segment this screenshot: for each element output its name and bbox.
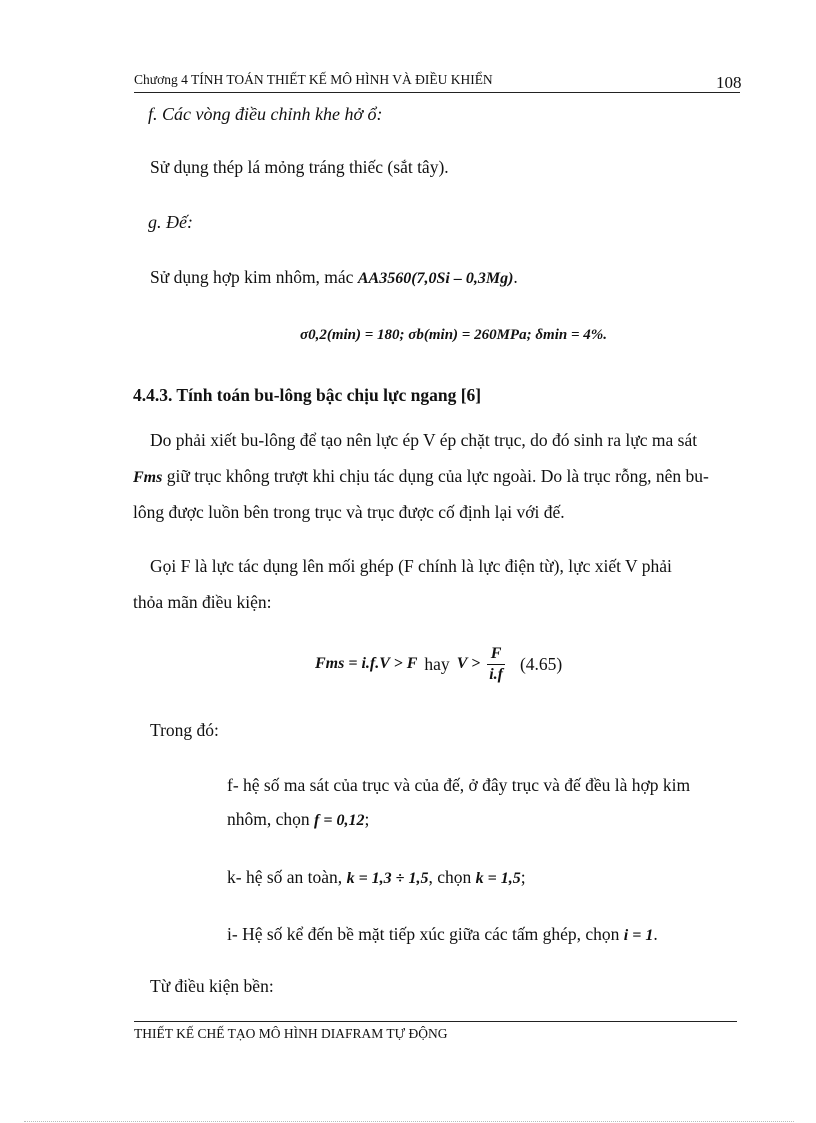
paragraph-1-line-1: Do phải xiết bu-lông để tạo nên lực ép V ép chặt trục, do đó sinh ra lực ma sát <box>150 430 698 450</box>
subsection-f-text: Sử dụng thép lá mỏng tráng thiếc (sắt tây). <box>150 157 449 177</box>
equation-or: hay <box>424 653 450 674</box>
item-f-line-1: f- hệ số ma sát của trục và của đế, ở đây trục và đế đều là hợp kim <box>227 775 691 795</box>
item-k-value: k = 1,5 <box>475 870 521 887</box>
item-f-end: ; <box>364 809 370 829</box>
closing-line: Từ điều kiện bền: <box>150 976 274 996</box>
item-i-text: i- Hệ số kể đến bề mặt tiếp xúc giữa các tấm ghép, chọn <box>227 924 620 944</box>
equation-left: Fms = i.f.V > F <box>315 655 418 672</box>
item-f-line-2 <box>227 809 369 830</box>
where-label: Trong đó: <box>150 720 219 740</box>
item-k-end: ; <box>520 867 526 887</box>
running-footer: THIẾT KẾ CHẾ TẠO MÔ HÌNH DIAFRAM TỰ ĐỘNG <box>134 1026 448 1041</box>
item-i-value: i = 1 <box>623 927 654 944</box>
page-number: 108 <box>716 73 742 92</box>
running-header: Chương 4 TÍNH TOÁN THIẾT KẾ MÔ HÌNH VÀ ĐIỀU KHIỂN <box>134 72 493 87</box>
strength-formula: σ0,2(min) = 180; σb(min) = 260MPa; δmin = 4%. <box>300 327 607 343</box>
item-f-value: f = 0,12 <box>314 812 365 829</box>
subsection-g-text: Sử dụng hợp kim nhôm, mác <box>150 267 354 287</box>
item-k-text: k- hệ số an toàn, <box>227 867 343 887</box>
subsection-g-line <box>150 267 518 288</box>
item-f-text: nhôm, chọn <box>227 809 310 829</box>
item-i-end: . <box>653 924 658 944</box>
item-k-range: k = 1,3 ÷ 1,5 <box>346 870 429 887</box>
paragraph-2-line-2: thỏa mãn điều kiện: <box>133 592 272 612</box>
item-k <box>227 867 526 888</box>
subsection-f-title: f. Các vòng điều chỉnh khe hở ổ: <box>148 104 383 124</box>
paragraph-1-line-2-text: giữ trục không trượt khi chịu tác dụng của lực ngoài. Do là trục rỗng, nên bu- <box>166 466 709 486</box>
footer-rule <box>134 1021 737 1022</box>
equation-right-lhs: V > <box>456 655 481 672</box>
equation-4-65 <box>315 641 562 687</box>
friction-force-symbol: Fms <box>133 469 163 486</box>
item-k-mid: , chọn <box>428 867 472 887</box>
paragraph-1-line-2 <box>133 466 709 487</box>
section-heading: 4.4.3. Tính toán bu-lông bậc chịu lực ngang [6] <box>133 385 482 405</box>
equation-fraction <box>487 645 505 683</box>
page-edge-divider <box>24 1121 794 1122</box>
equation-denominator: i.f <box>489 665 503 683</box>
material-period: . <box>513 267 518 287</box>
item-i <box>227 924 658 945</box>
equation-label: (4.65) <box>519 653 563 674</box>
equation-numerator: F <box>487 645 505 665</box>
paragraph-1-line-3: lông được luồn bên trong trục và trục được cố định lại với đế. <box>133 502 565 522</box>
material-grade: AA3560(7,0Si – 0,3Mg) <box>357 270 514 287</box>
subsection-g-title: g. Đế: <box>148 212 193 232</box>
header-rule <box>134 92 740 93</box>
paragraph-2-line-1: Gọi F là lực tác dụng lên mối ghép (F chính là lực điện từ), lực xiết V phải <box>150 556 672 576</box>
